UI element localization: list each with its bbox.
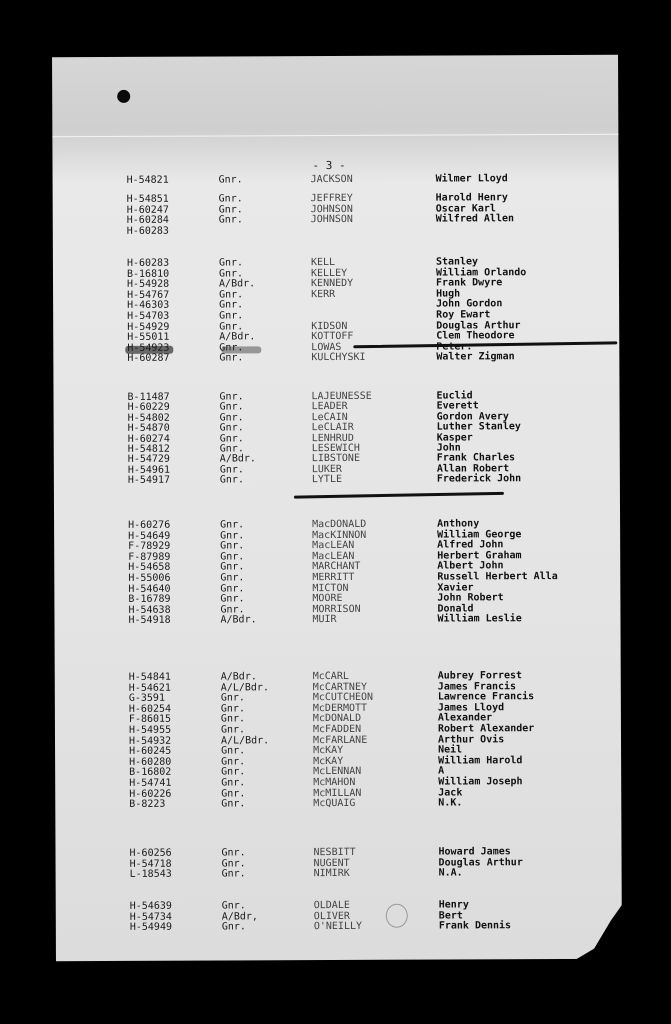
fold-line xyxy=(52,134,618,137)
surname: McMILLAN xyxy=(313,787,362,799)
given-names: Clem Theodore xyxy=(436,330,515,342)
surname: MOORE xyxy=(312,593,343,605)
surname: JACKSON xyxy=(310,173,353,186)
service-number: H-54961 xyxy=(127,464,171,476)
surname: McMAHON xyxy=(313,776,356,789)
service-number: H-60276 xyxy=(128,519,171,531)
surname: MacDONALD xyxy=(312,518,367,531)
rank: Gnr. xyxy=(220,713,246,725)
rank: Gnr. xyxy=(218,193,243,205)
surname: KELLEY xyxy=(310,267,348,279)
rank: A/Bdr. xyxy=(219,331,256,343)
given-names: Harold Henry xyxy=(435,192,508,204)
given-names: Albert John xyxy=(437,560,504,572)
rank: A/L/Bdr. xyxy=(220,681,269,694)
rank: Gnr. xyxy=(220,593,245,605)
given-names: Wilmer Lloyd xyxy=(435,173,508,185)
rank: A/L/Bdr. xyxy=(220,734,270,747)
given-names: William George xyxy=(437,528,522,541)
given-names: Roy Ewart xyxy=(436,309,491,321)
rank: Gnr. xyxy=(220,692,245,704)
surname: McFARLANE xyxy=(312,734,368,746)
given-names: Bert xyxy=(438,910,463,922)
surname: McCARTNEY xyxy=(312,681,367,693)
given-names: Frank Dwyre xyxy=(435,277,503,289)
service-number: B-16802 xyxy=(129,767,172,779)
given-names: Alfred John xyxy=(437,539,504,551)
rank: Gnr. xyxy=(218,268,244,280)
surname: McQUAIG xyxy=(313,798,356,810)
surname: LYTLE xyxy=(311,474,343,486)
given-names: Arthur Ovis xyxy=(437,733,505,746)
service-number: H-54638 xyxy=(128,604,171,616)
given-names: Kasper xyxy=(436,432,473,444)
given-names: Robert Alexander xyxy=(437,723,535,735)
service-number: H-46303 xyxy=(127,300,170,312)
given-names: Frederick John xyxy=(436,473,522,485)
strike-through-line xyxy=(294,492,504,499)
rank: Gnr. xyxy=(220,582,245,595)
page-number: - 3 - xyxy=(312,158,346,173)
service-number: H-54870 xyxy=(127,422,170,435)
service-number: H-54928 xyxy=(126,278,170,291)
rank: Gnr. xyxy=(218,174,243,186)
rank: Gnr. xyxy=(221,900,246,912)
service-number: H-55006 xyxy=(128,572,171,584)
surname: MORRISON xyxy=(312,603,361,615)
surname: MacLEAN xyxy=(312,550,355,562)
surname: McCARL xyxy=(312,670,349,683)
given-names: Wilfred Allen xyxy=(435,213,515,225)
surname: LENHRUD xyxy=(311,432,354,444)
given-names: A xyxy=(438,765,445,777)
rank: Gnr. xyxy=(219,391,244,403)
given-names: Lawrence Francis xyxy=(437,691,535,703)
service-number: H-54741 xyxy=(129,777,172,789)
service-number: H-54918 xyxy=(128,615,171,627)
surname: McDERMOTT xyxy=(312,702,368,714)
rank: Gnr. xyxy=(221,777,246,789)
rank: Gnr. xyxy=(219,464,244,476)
handwritten-circle-mark xyxy=(386,904,408,928)
rank: Gnr. xyxy=(221,766,246,778)
given-names: William Orlando xyxy=(435,266,527,279)
rank: A/Bdr, xyxy=(221,910,258,923)
service-number: H-54718 xyxy=(129,858,172,870)
surname: NESBITT xyxy=(313,846,356,859)
given-names: Oscar Karl xyxy=(435,202,496,215)
surname: LOWAS xyxy=(311,341,342,353)
rank: A/Bdr. xyxy=(218,278,256,290)
given-names: Jack xyxy=(438,787,463,799)
rank: Gnr. xyxy=(221,756,246,768)
surname: McDONALD xyxy=(312,713,362,725)
given-names: Henry xyxy=(438,899,469,911)
rank: Gnr. xyxy=(221,847,246,859)
service-number: H-54851 xyxy=(126,193,169,205)
service-number: H-54621 xyxy=(128,682,171,694)
given-names: James Francis xyxy=(437,680,517,693)
rank: Gnr. xyxy=(221,745,246,757)
service-number: F-86015 xyxy=(128,714,172,726)
service-number: H-54955 xyxy=(128,724,172,736)
service-number: F-78929 xyxy=(128,540,171,553)
surname: NIMIRK xyxy=(313,868,350,880)
service-number: B-16810 xyxy=(126,268,170,280)
surname: McKAY xyxy=(313,755,344,767)
given-names: William Leslie xyxy=(437,613,522,625)
service-number: H-54649 xyxy=(128,530,171,542)
rank: Gnr. xyxy=(219,422,244,434)
given-names: Howard James xyxy=(438,846,511,858)
rank: Gnr. xyxy=(220,519,245,531)
strike-through-line xyxy=(353,341,617,348)
rank: Gnr. xyxy=(219,342,244,354)
rank: Gnr. xyxy=(221,868,246,880)
service-number: H-54917 xyxy=(127,474,171,487)
service-number: H-60229 xyxy=(127,402,170,414)
service-number: H-60283 xyxy=(126,257,170,269)
given-names: Everett xyxy=(436,400,479,412)
service-number: H-60274 xyxy=(127,433,170,445)
surname: MacLEAN xyxy=(312,540,355,552)
given-names: N.A. xyxy=(438,867,463,879)
given-names: Hugh xyxy=(436,288,461,300)
service-number: H-54841 xyxy=(128,671,171,683)
service-number: H-54949 xyxy=(129,921,173,934)
surname: LAJEUNESSE xyxy=(311,390,372,403)
rank: Gnr. xyxy=(221,798,246,810)
service-number: H-54932 xyxy=(128,735,172,747)
surname: OLDALE xyxy=(313,899,350,912)
surname: LeCAIN xyxy=(311,411,348,423)
surname: JOHNSON xyxy=(310,214,353,226)
service-number: H-54734 xyxy=(129,911,172,923)
given-names: John xyxy=(436,442,461,454)
rank: Gnr. xyxy=(219,289,244,301)
service-number: H-60247 xyxy=(126,204,169,216)
given-names: Gordon Avery xyxy=(436,411,509,423)
surname: KIDSON xyxy=(311,320,348,332)
service-number: H-54640 xyxy=(128,583,171,595)
service-number: H-55011 xyxy=(127,331,170,344)
surname: MacKINNON xyxy=(312,529,367,541)
service-number: G-3591 xyxy=(128,692,165,705)
given-names: Xavier xyxy=(437,581,474,594)
service-number: H-54658 xyxy=(128,562,171,574)
rank: Gnr. xyxy=(221,921,246,933)
surname: O'NEILLY xyxy=(313,921,363,933)
rank: Gnr. xyxy=(220,604,245,616)
rank: Gnr. xyxy=(220,724,246,736)
service-number: H-54703 xyxy=(127,310,170,322)
surname: McFADDEN xyxy=(312,723,362,736)
surname: LESEWICH xyxy=(311,442,360,455)
surname: LeCLAIR xyxy=(311,422,354,434)
surname: JOHNSON xyxy=(310,203,353,215)
given-names: Euclid xyxy=(436,390,473,402)
given-names: Douglas Arthur xyxy=(436,319,521,332)
service-number: B-16789 xyxy=(128,593,171,606)
given-names: N.K. xyxy=(438,797,463,809)
rank: A/Bdr. xyxy=(219,453,256,465)
given-names: Douglas Arthur xyxy=(438,856,523,869)
service-number: H-54639 xyxy=(129,900,172,912)
service-number: H-54767 xyxy=(127,289,170,301)
rank: Gnr. xyxy=(220,540,245,552)
given-names: William Joseph xyxy=(438,776,523,788)
surname: KOTTOFF xyxy=(311,331,354,343)
service-number: H-54812 xyxy=(127,443,170,455)
given-names: John Gordon xyxy=(436,298,503,310)
surname: LUKER xyxy=(311,463,342,475)
service-number: H-60256 xyxy=(129,847,172,859)
rank: Gnr. xyxy=(219,299,244,311)
surname: McKAY xyxy=(313,745,344,757)
given-names: Walter Zigman xyxy=(436,351,515,363)
rank: Gnr. xyxy=(219,321,244,333)
rank: Gnr. xyxy=(219,401,244,413)
rank: Gnr. xyxy=(220,529,245,542)
given-names: Aubrey Forrest xyxy=(437,670,523,682)
rank: Gnr. xyxy=(219,432,244,445)
rank: Gnr. xyxy=(220,561,245,573)
service-number: H-54923 xyxy=(127,342,170,354)
surname: MUIR xyxy=(312,614,337,626)
given-names: Alexander xyxy=(437,712,493,724)
surname: MARCHANT xyxy=(312,561,361,573)
surname: McCUTCHEON xyxy=(312,692,374,704)
surname: KERR xyxy=(311,288,336,300)
surname: LIBSTONE xyxy=(311,453,360,465)
surname: MICTON xyxy=(312,582,349,594)
service-number: H-60284 xyxy=(126,214,169,227)
rank: Gnr. xyxy=(220,572,245,584)
rank: Gnr. xyxy=(219,352,244,364)
service-number: H-54821 xyxy=(126,174,169,186)
service-number: H-60254 xyxy=(128,703,172,715)
given-names: Donald xyxy=(437,603,474,615)
given-names: Herbert Graham xyxy=(437,549,522,562)
rank: Gnr. xyxy=(221,787,246,800)
service-number: H-60287 xyxy=(127,353,170,365)
surname: MERRITT xyxy=(312,571,355,584)
surname: KENNEDY xyxy=(310,278,354,290)
rank: Gnr. xyxy=(218,214,243,226)
rank: Gnr. xyxy=(219,412,244,424)
punch-hole xyxy=(117,90,130,103)
given-names: Russell Herbert Alla xyxy=(437,571,558,583)
rank: Gnr. xyxy=(219,474,244,486)
given-names: Allan Robert xyxy=(436,463,510,475)
rank: Gnr. xyxy=(219,443,244,455)
surname: LEADER xyxy=(311,401,348,413)
rank: Gnr. xyxy=(218,257,244,269)
surname: JEFFREY xyxy=(310,192,353,205)
service-number: H-60283 xyxy=(126,225,169,237)
given-names: Anthony xyxy=(437,518,480,530)
given-names: James Lloyd xyxy=(437,702,505,714)
given-names: William Harold xyxy=(438,754,523,767)
service-number: H-54802 xyxy=(127,412,170,424)
given-names: Neil xyxy=(438,744,463,756)
torn-corner xyxy=(575,904,623,960)
service-number: F-87989 xyxy=(128,551,171,563)
given-names: Frank Dennis xyxy=(438,920,512,932)
given-names: Frank Charles xyxy=(436,452,516,464)
surname: OLIVER xyxy=(313,910,350,922)
given-names: Stanley xyxy=(435,256,479,268)
surname: KELL xyxy=(310,257,336,269)
surname: KULCHYSKI xyxy=(311,352,366,364)
service-number: H-60245 xyxy=(129,745,172,758)
service-number: B-8223 xyxy=(129,798,166,811)
given-names: John Robert xyxy=(437,592,504,604)
service-number: H-60226 xyxy=(129,788,172,800)
service-number: H-54729 xyxy=(127,454,170,466)
service-number: L-18543 xyxy=(129,868,172,881)
rank: A/Bdr. xyxy=(220,671,257,683)
service-number: H-54929 xyxy=(127,321,170,333)
rank: Gnr. xyxy=(220,551,245,563)
document-page xyxy=(52,55,622,961)
rank: Gnr. xyxy=(221,857,246,870)
service-number: H-60280 xyxy=(129,756,172,768)
given-names: Luther Stanley xyxy=(436,421,521,433)
service-number: B-11487 xyxy=(127,391,170,403)
rank: Gnr. xyxy=(220,703,245,715)
given-names: Peter. xyxy=(436,341,473,353)
surname: McLENNAN xyxy=(313,766,362,778)
rank: A/Bdr. xyxy=(220,614,257,626)
nominal-roll xyxy=(52,55,618,934)
surname: NUGENT xyxy=(313,857,350,869)
rank: Gnr. xyxy=(219,310,244,322)
rank: Gnr. xyxy=(218,204,243,216)
